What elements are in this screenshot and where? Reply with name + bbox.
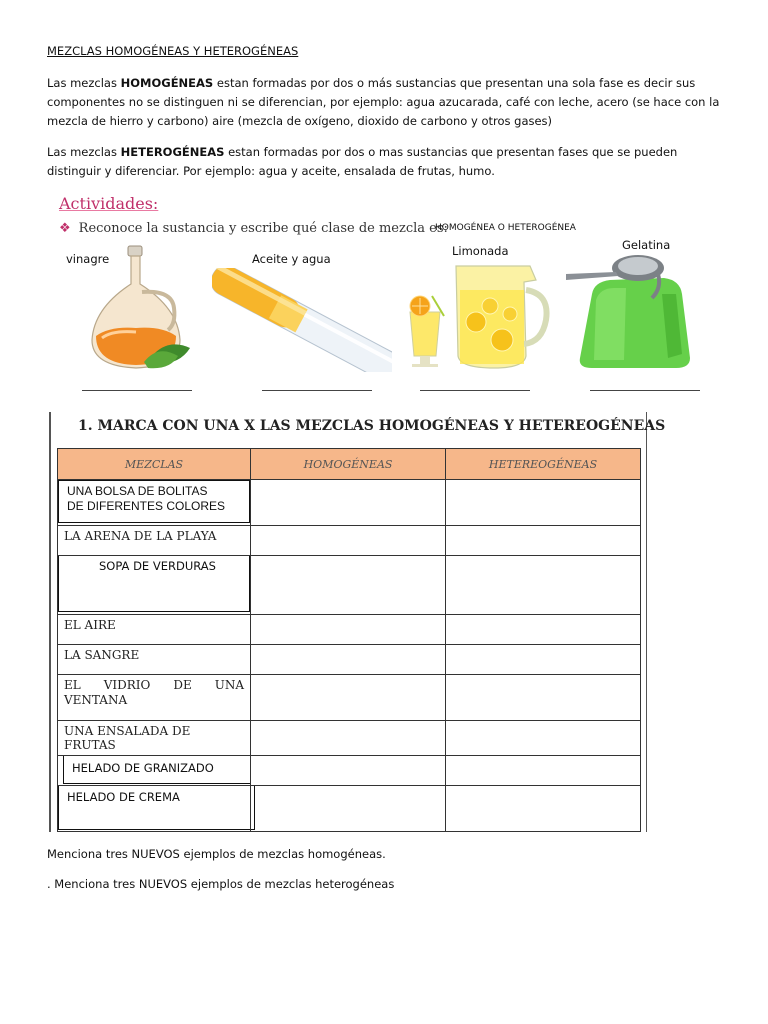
mixture-cell <box>58 645 251 675</box>
table-row <box>58 480 641 526</box>
para1-pre: Las mezclas <box>47 76 121 90</box>
mixture-label <box>58 675 250 711</box>
para1-post: estan formadas por dos o más sustancias que presentan una sola fase es decir sus componentes no se distinguen ni se diferencian, por ejemplo: agua azucarada, café con leche, acero (se hace con la mezcla de hierro y carbono) aire (mezcla de oxígeno, dioxido de carbono y otros gases) <box>47 76 720 128</box>
paragraph-homogeneous <box>47 74 727 131</box>
checkbox-cell-homogeneous[interactable] <box>251 786 446 832</box>
table-row <box>58 721 641 756</box>
answer-blank-gelatin[interactable] <box>590 390 700 391</box>
diamond-bullet-icon: ❖ <box>59 221 71 236</box>
checkbox-cell-heterogeneous[interactable] <box>446 480 641 526</box>
para1-bold: HOMOGÉNEAS <box>120 76 214 90</box>
answer-blank-oil-water[interactable] <box>262 390 372 391</box>
activities-instruction <box>59 221 448 236</box>
frame-right-line <box>646 412 647 832</box>
mixture-cell <box>58 615 251 645</box>
exercise-title: 1. MARCA CON UNA X LAS MEZCLAS HOMOGÉNEAS Y HETEREOGÉNEAS <box>78 418 666 434</box>
activities-title: Actividades: <box>59 194 159 213</box>
mixture-label-line1: EL VIDRIO DE UNA <box>64 678 244 692</box>
label-vinegar: vinagre <box>66 252 110 266</box>
mixture-box <box>63 755 251 784</box>
mixture-label: HELADO DE CREMA <box>67 790 180 804</box>
green-jelly-icon <box>566 254 702 372</box>
mixture-box <box>58 480 250 523</box>
mixture-label: UNA ENSALADA DE FRUTAS <box>64 724 191 752</box>
checkbox-cell-heterogeneous[interactable] <box>446 721 641 756</box>
mixture-label: LA SANGRE <box>64 648 140 662</box>
mixture-box <box>58 785 255 830</box>
checkbox-cell-homogeneous[interactable] <box>251 556 446 615</box>
mixture-label-line2: DE DIFERENTES COLORES <box>67 499 226 513</box>
mixture-cell <box>58 480 251 526</box>
answer-blank-vinegar[interactable] <box>82 390 192 391</box>
paragraph-heterogeneous <box>47 143 727 181</box>
checkbox-cell-homogeneous[interactable] <box>251 526 446 556</box>
checkbox-cell-heterogeneous[interactable] <box>446 526 641 556</box>
frame-left-line <box>49 412 51 832</box>
mixture-label-line1: UNA BOLSA DE BOLITAS <box>67 484 208 498</box>
question-homogeneous-examples: Menciona tres NUEVOS ejemplos de mezclas homogéneas. <box>47 847 386 861</box>
table-row <box>58 786 641 832</box>
instruction-text: Reconoce la sustancia y escribe qué clase de mezcla es: <box>78 221 448 236</box>
table-row <box>58 675 641 721</box>
label-oil-water: Aceite y agua <box>252 252 331 266</box>
answer-blank-lemonade[interactable] <box>420 390 530 391</box>
page-title: MEZCLAS HOMOGÉNEAS Y HETEROGÉNEAS <box>47 44 299 58</box>
mixture-cell <box>58 675 251 721</box>
table-row <box>58 756 641 786</box>
checkbox-cell-homogeneous[interactable] <box>251 480 446 526</box>
mixture-cell <box>58 786 251 832</box>
checkbox-cell-heterogeneous[interactable] <box>446 615 641 645</box>
mixture-cell <box>58 756 251 786</box>
vinegar-bottle-icon <box>82 244 194 372</box>
table-header-row <box>58 449 641 480</box>
mixture-label: LA ARENA DE LA PLAYA <box>64 529 217 543</box>
header-mezclas: MEZCLAS <box>58 449 251 480</box>
header-homogeneas: HOMOGÉNEAS <box>251 449 446 480</box>
checkbox-cell-heterogeneous[interactable] <box>446 756 641 786</box>
header-heterogeneas: HETEREOGÉNEAS <box>446 449 641 480</box>
para2-bold: HETEROGÉNEAS <box>120 145 225 159</box>
mixture-label: EL AIRE <box>64 618 116 632</box>
mixtures-table <box>57 448 641 832</box>
test-tube-icon <box>212 268 392 372</box>
checkbox-cell-homogeneous[interactable] <box>251 645 446 675</box>
checkbox-cell-heterogeneous[interactable] <box>446 786 641 832</box>
para2-pre: Las mezclas <box>47 145 121 159</box>
table-row <box>58 556 641 615</box>
table-row <box>58 645 641 675</box>
lemonade-pitcher-icon <box>404 260 550 372</box>
checkbox-cell-heterogeneous[interactable] <box>446 556 641 615</box>
mixture-label: SOPA DE VERDURAS <box>99 559 216 573</box>
table-row <box>58 615 641 645</box>
mixture-label-line2: VENTANA <box>64 693 128 707</box>
checkbox-cell-homogeneous[interactable] <box>251 756 446 786</box>
checkbox-cell-heterogeneous[interactable] <box>446 645 641 675</box>
mixture-label: HELADO DE GRANIZADO <box>72 761 214 775</box>
mixture-box <box>58 555 250 612</box>
checkbox-cell-homogeneous[interactable] <box>251 675 446 721</box>
checkbox-cell-homogeneous[interactable] <box>251 721 446 756</box>
mixture-cell <box>58 556 251 615</box>
label-gelatin: Gelatina <box>622 238 671 252</box>
para2-post: estan formadas por dos o mas sustancias que presentan fases que se pueden distinguir y diferenciar. Por ejemplo: agua y aceite, ensalada de frutas, humo. <box>47 145 678 178</box>
mixture-cell <box>58 721 251 756</box>
checkbox-cell-heterogeneous[interactable] <box>446 675 641 721</box>
label-lemonade: Limonada <box>452 244 509 258</box>
table-row <box>58 526 641 556</box>
activities-hint: HOMOGÉNEA O HETEROGÉNEA <box>435 223 576 233</box>
question-heterogeneous-examples: . Menciona tres NUEVOS ejemplos de mezclas heterogéneas <box>47 877 395 891</box>
checkbox-cell-homogeneous[interactable] <box>251 615 446 645</box>
mixture-cell <box>58 526 251 556</box>
